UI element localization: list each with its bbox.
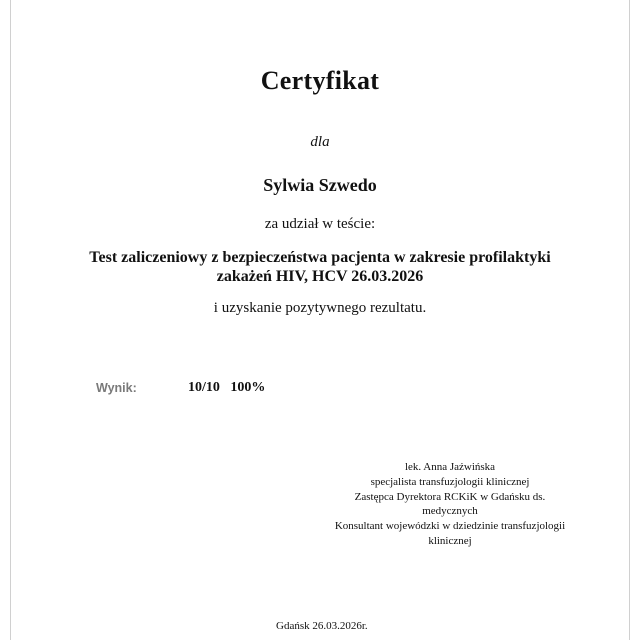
score-value: 10/10 100% bbox=[188, 380, 266, 395]
signature-line: specjalista transfuzjologii klinicznej bbox=[370, 475, 530, 488]
test-name-line-1: Test zaliczeniowy z bezpieczeństwa pacjenta w zakresie profilaktyki bbox=[89, 249, 551, 266]
signature-line: lek. Anna Jaźwińska bbox=[404, 461, 496, 473]
score-label: Wynik: bbox=[96, 381, 137, 395]
signature-line: Zastępca Dyrektora RCKiK w Gdańsku ds. bbox=[354, 490, 546, 503]
recipient-name: Sylwia Szwedo bbox=[263, 175, 377, 195]
signature-block bbox=[310, 460, 590, 549]
signature-line: Konsultant wojewódzki w dziedzinie transfuzjologii bbox=[334, 520, 566, 533]
participation-text: za udział w teście: bbox=[264, 216, 376, 232]
for-label: dla bbox=[310, 134, 330, 150]
signature-line: klinicznej bbox=[428, 534, 472, 547]
place-date: Gdańsk 26.03.2026r. bbox=[276, 620, 368, 632]
certificate-title: Certyfikat bbox=[260, 66, 380, 95]
test-name bbox=[0, 248, 640, 286]
signature-line: medycznych bbox=[422, 505, 478, 518]
test-name-line-2: zakażeń HIV, HCV 26.03.2026 bbox=[216, 268, 424, 285]
result-text: i uzyskanie pozytywnego rezultatu. bbox=[213, 300, 427, 316]
